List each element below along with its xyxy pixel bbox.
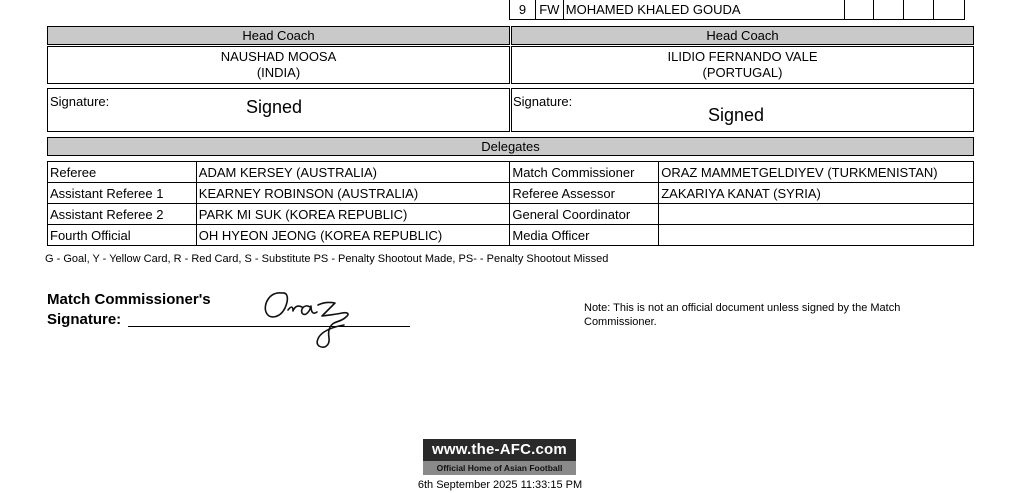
away-signature-value: Signed bbox=[708, 105, 765, 125]
delegates-row bbox=[48, 183, 974, 204]
delegates-table bbox=[47, 161, 974, 246]
delegate-role: Referee Assessor bbox=[510, 183, 659, 204]
player-stat-cell bbox=[874, 0, 904, 19]
player-position: FW bbox=[536, 0, 564, 19]
delegate-role: Media Officer bbox=[510, 225, 659, 246]
player-stat-cell bbox=[904, 0, 934, 19]
away-coach-country: (PORTUGAL) bbox=[702, 65, 783, 80]
commissioner-label-line2: Signature: bbox=[47, 311, 122, 328]
official-document-note: Note: This is not an official document unless signed by the Match Commissioner. bbox=[584, 302, 901, 328]
afc-logo[interactable] bbox=[423, 439, 576, 475]
home-coach-country: (INDIA) bbox=[256, 65, 301, 80]
delegates-row bbox=[48, 162, 974, 183]
delegate-name bbox=[659, 204, 974, 225]
player-number: 9 bbox=[510, 0, 536, 19]
home-coach-box bbox=[47, 46, 510, 84]
legend-text: G - Goal, Y - Yellow Card, R - Red Card, S - Substitute PS - Penalty Shootout Made, PS- - Penalty Shootout Missed bbox=[45, 253, 609, 265]
away-coach-name: ILIDIO FERNANDO VALE bbox=[667, 49, 818, 64]
delegate-role: General Coordinator bbox=[510, 204, 659, 225]
delegate-name: KEARNEY ROBINSON (AUSTRALIA) bbox=[196, 183, 510, 204]
delegates-row bbox=[48, 225, 974, 246]
delegate-name: ZAKARIYA KANAT (SYRIA) bbox=[659, 183, 974, 204]
home-signature-value: Signed bbox=[246, 97, 303, 117]
home-signature-label: Signature: bbox=[50, 94, 110, 109]
commissioner-label-line1: Match Commissioner's bbox=[47, 291, 211, 308]
print-timestamp: 6th September 2025 11:33:15 PM bbox=[417, 479, 583, 491]
player-name: MOHAMED KHALED GOUDA bbox=[564, 0, 845, 19]
delegate-role: Match Commissioner bbox=[510, 162, 659, 183]
delegate-role: Assistant Referee 1 bbox=[48, 183, 197, 204]
player-stat-cell bbox=[845, 0, 875, 19]
home-coach-header: Head Coach bbox=[47, 26, 510, 45]
home-coach-name: NAUSHAD MOOSA bbox=[220, 49, 337, 64]
delegate-name: ADAM KERSEY (AUSTRALIA) bbox=[196, 162, 510, 183]
handwritten-signature bbox=[258, 286, 358, 354]
afc-logo-url: www.the-AFC.com bbox=[432, 441, 567, 458]
player-row bbox=[509, 0, 965, 20]
away-coach-box bbox=[511, 46, 974, 84]
delegates-row bbox=[48, 204, 974, 225]
away-coach-header: Head Coach bbox=[511, 26, 974, 45]
afc-logo-tagline: Official Home of Asian Football bbox=[423, 461, 576, 475]
commissioner-signature-label bbox=[47, 290, 211, 330]
away-signature-label: Signature: bbox=[513, 94, 573, 109]
delegate-name: ORAZ MAMMETGELDIYEV (TURKMENISTAN) bbox=[659, 162, 974, 183]
away-signature-box bbox=[511, 88, 974, 132]
delegate-name: OH HYEON JEONG (KOREA REPUBLIC) bbox=[196, 225, 510, 246]
delegate-name: PARK MI SUK (KOREA REPUBLIC) bbox=[196, 204, 510, 225]
delegate-role: Assistant Referee 2 bbox=[48, 204, 197, 225]
delegates-header: Delegates bbox=[47, 137, 974, 156]
delegate-role: Referee bbox=[48, 162, 197, 183]
player-stat-cell bbox=[934, 0, 964, 19]
delegate-role: Fourth Official bbox=[48, 225, 197, 246]
delegate-name bbox=[659, 225, 974, 246]
home-signature-box bbox=[47, 88, 510, 132]
